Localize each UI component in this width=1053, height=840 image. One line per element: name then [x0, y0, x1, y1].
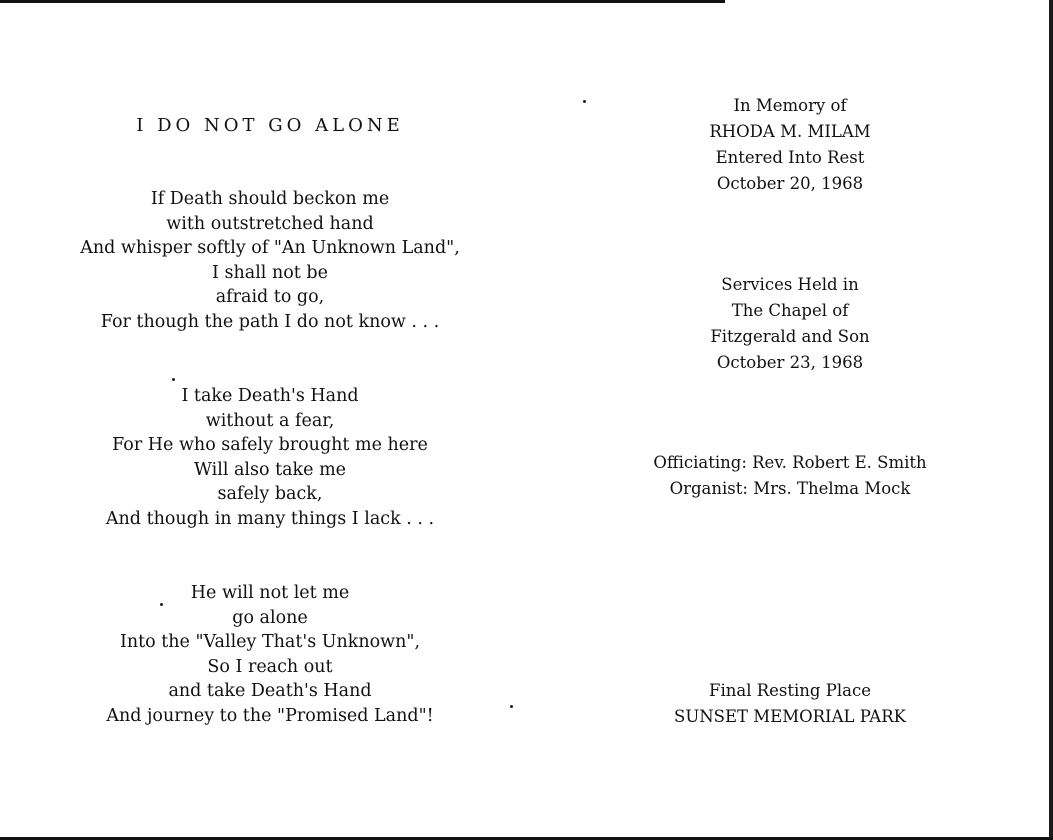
in-memory-block: [620, 93, 960, 197]
in-memory-heading: In Memory of: [733, 96, 847, 115]
poem-line: with outstretched hand: [166, 213, 374, 234]
resting-place-label: Final Resting Place: [709, 681, 871, 700]
services-block: [620, 272, 960, 376]
officiating-minister: Officiating: Rev. Robert E. Smith: [653, 453, 927, 472]
poem-stanza-3: [40, 581, 500, 728]
funeral-home-name: Fitzgerald and Son: [710, 327, 870, 346]
scan-speck: [172, 378, 175, 381]
date-of-death: October 20, 1968: [716, 174, 864, 193]
poem-line: And whisper softly of "An Unknown Land",: [80, 238, 460, 258]
poem-line: without a fear,: [205, 410, 335, 431]
poem-line: and take Death's Hand: [168, 681, 372, 701]
poem-line: So I reach out: [207, 656, 333, 677]
poem-line: Will also take me: [193, 459, 347, 480]
poem-line: go alone: [232, 607, 308, 628]
poem-line: Into the "Valley That's Unknown",: [119, 632, 421, 652]
poem-line: If Death should beckon me: [150, 189, 390, 209]
services-heading: Services Held in: [721, 275, 859, 294]
resting-place-block: [620, 678, 960, 730]
poem-title: I DO NOT GO ALONE: [136, 115, 404, 136]
service-date: October 23, 1968: [716, 353, 864, 372]
scan-speck: [583, 100, 586, 103]
deceased-name: RHODA M. MILAM: [709, 122, 871, 141]
organist: Organist: Mrs. Thelma Mock: [669, 479, 911, 498]
poem-line: And though in many things I lack . . .: [105, 508, 435, 529]
scan-edge-top: [0, 0, 725, 3]
poem-line: safely back,: [217, 484, 323, 504]
poem-stanza-2: [40, 384, 500, 531]
poem-line: For He who safely brought me here: [112, 435, 428, 455]
scan-edge-right: [1049, 0, 1053, 840]
entered-into-rest-label: Entered Into Rest: [715, 148, 865, 167]
poem-stanza-1: [40, 187, 500, 334]
officiants-block: [620, 450, 960, 502]
poem-line: afraid to go,: [215, 287, 325, 307]
resting-place-location: SUNSET MEMORIAL PARK: [674, 707, 906, 726]
scan-speck: [510, 705, 513, 708]
poem-line: I shall not be: [212, 262, 328, 283]
poem-line: I take Death's Hand: [181, 386, 359, 406]
poem-line: He will not let me: [190, 583, 350, 603]
chapel-label: The Chapel of: [731, 301, 849, 320]
poem-line: And journey to the "Promised Land"!: [106, 705, 434, 726]
poem-line: For though the path I do not know . . .: [100, 311, 440, 332]
